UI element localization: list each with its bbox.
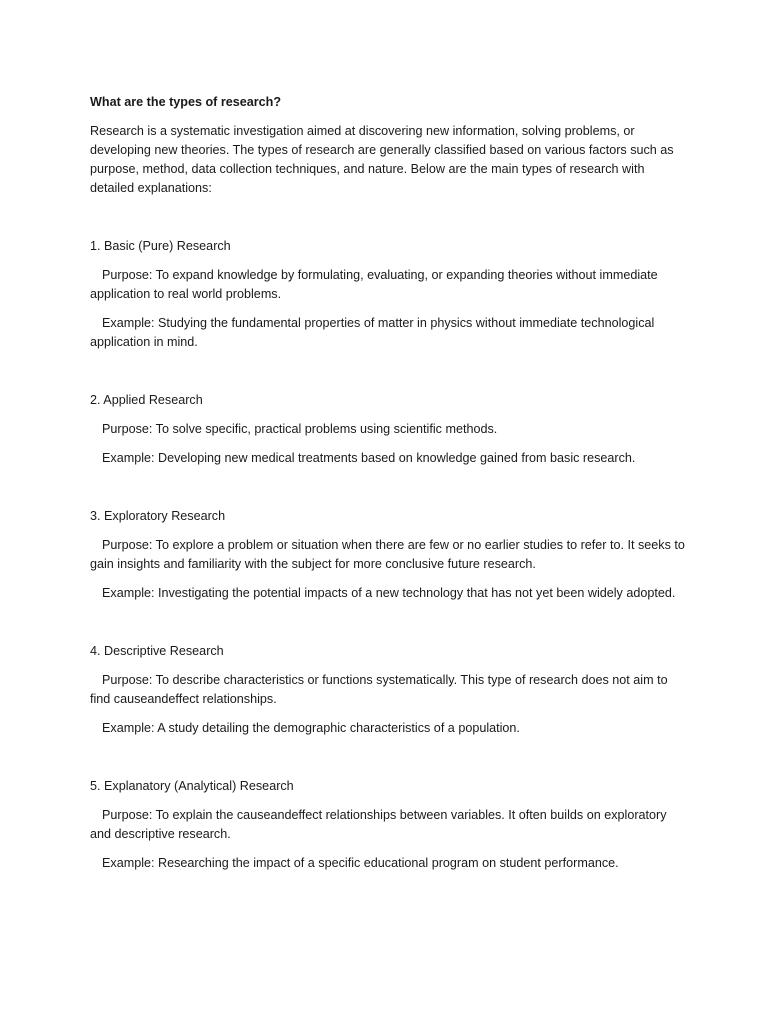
purpose-paragraph: Purpose: To explore a problem or situation when there are few or no earlier studies to refer to. It seeks to gain insights and familiarity with the subject for more conclusive future research. [90,538,685,571]
purpose-paragraph: Purpose: To explain the causeandeffect relationships between variables. It often builds on exploratory and descriptive research. [90,808,667,841]
section-applied-research [90,391,690,468]
example-paragraph: Example: Researching the impact of a specific educational program on student performance. [102,856,619,870]
intro-paragraph: Research is a systematic investigation aimed at discovering new information, solving problems, or developing new theories. The types of research are generally classified based on various factors such as purpose, method, data collection techniques, and nature. Below are the main types of research with detailed explanations: [90,124,674,195]
purpose-paragraph: Purpose: To describe characteristics or functions systematically. This type of research does not aim to find causeandeffect relationships. [90,673,668,706]
purpose-paragraph: Purpose: To expand knowledge by formulating, evaluating, or expanding theories without immediate application to real world problems. [90,268,658,301]
section-explanatory-research [90,777,690,873]
example-paragraph: Example: Studying the fundamental properties of matter in physics without immediate technological application in mind. [90,316,655,349]
section-heading: 1. Basic (Pure) Research [90,239,231,253]
section-heading: 3. Exploratory Research [90,509,226,523]
section-descriptive-research [90,642,690,738]
example-paragraph: Example: A study detailing the demographic characteristics of a population. [102,721,520,735]
section-heading: 4. Descriptive Research [90,644,224,658]
document-page [90,93,690,873]
example-paragraph: Example: Investigating the potential impacts of a new technology that has not yet been widely adopted. [102,586,676,600]
section-basic-research [90,237,690,352]
example-paragraph: Example: Developing new medical treatments based on knowledge gained from basic research. [102,451,636,465]
section-heading: 5. Explanatory (Analytical) Research [90,779,294,793]
section-exploratory-research [90,507,690,603]
section-heading: 2. Applied Research [90,393,203,407]
purpose-paragraph: Purpose: To solve specific, practical problems using scientific methods. [102,422,498,436]
document-title: What are the types of research? [90,95,282,109]
